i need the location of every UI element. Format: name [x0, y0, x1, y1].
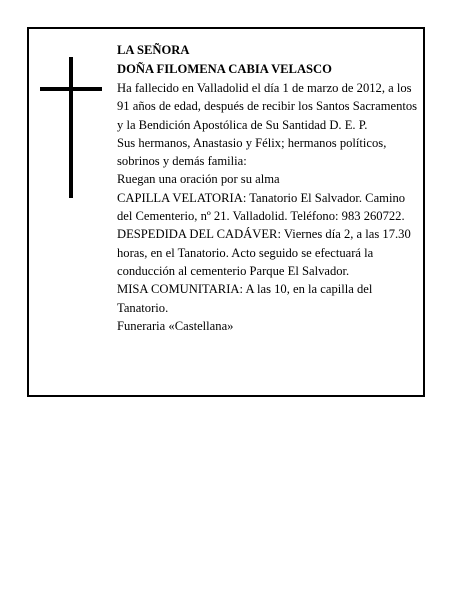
deceased-name: DOÑA FILOMENA CABIA VELASCO — [117, 62, 332, 76]
family-mention: Sus hermanos, Anastasio y Félix; hermanos políticos, sobrinos y demás familia: — [117, 135, 387, 169]
wake-chapel-info: CAPILLA VELATORIA: Tanatorio El Salvador. Camino del Cementerio, nº 21. Valladolid. Teléfono: 983 260722. — [117, 190, 406, 224]
cross-vertical-bar — [69, 57, 73, 198]
farewell-info: DESPEDIDA DEL CADÁVER: Viernes día 2, a las 17.30 horas, en el Tanatorio. Acto seguido se efectuará la conducción al cementerio Parque El Salvador. — [117, 227, 411, 278]
notice-text — [117, 41, 421, 335]
honorific: LA SEÑORA — [117, 43, 190, 57]
cross-horizontal-bar — [40, 87, 102, 91]
death-announcement: Ha fallecido en Valladolid el día 1 de marzo de 2012, a los 91 años de edad, después de recibir los Santos Sacramentos y la Bendición Apostólica de Su Santidad D. E. P. — [117, 81, 418, 132]
prayer-request: Ruegan una oración por su alma — [117, 172, 280, 187]
mass-info: MISA COMUNITARIA: A las 10, en la capilla del Tanatorio. — [117, 282, 373, 315]
obituary-notice — [27, 27, 425, 397]
funeral-home: Funeraria «Castellana» — [117, 318, 234, 333]
